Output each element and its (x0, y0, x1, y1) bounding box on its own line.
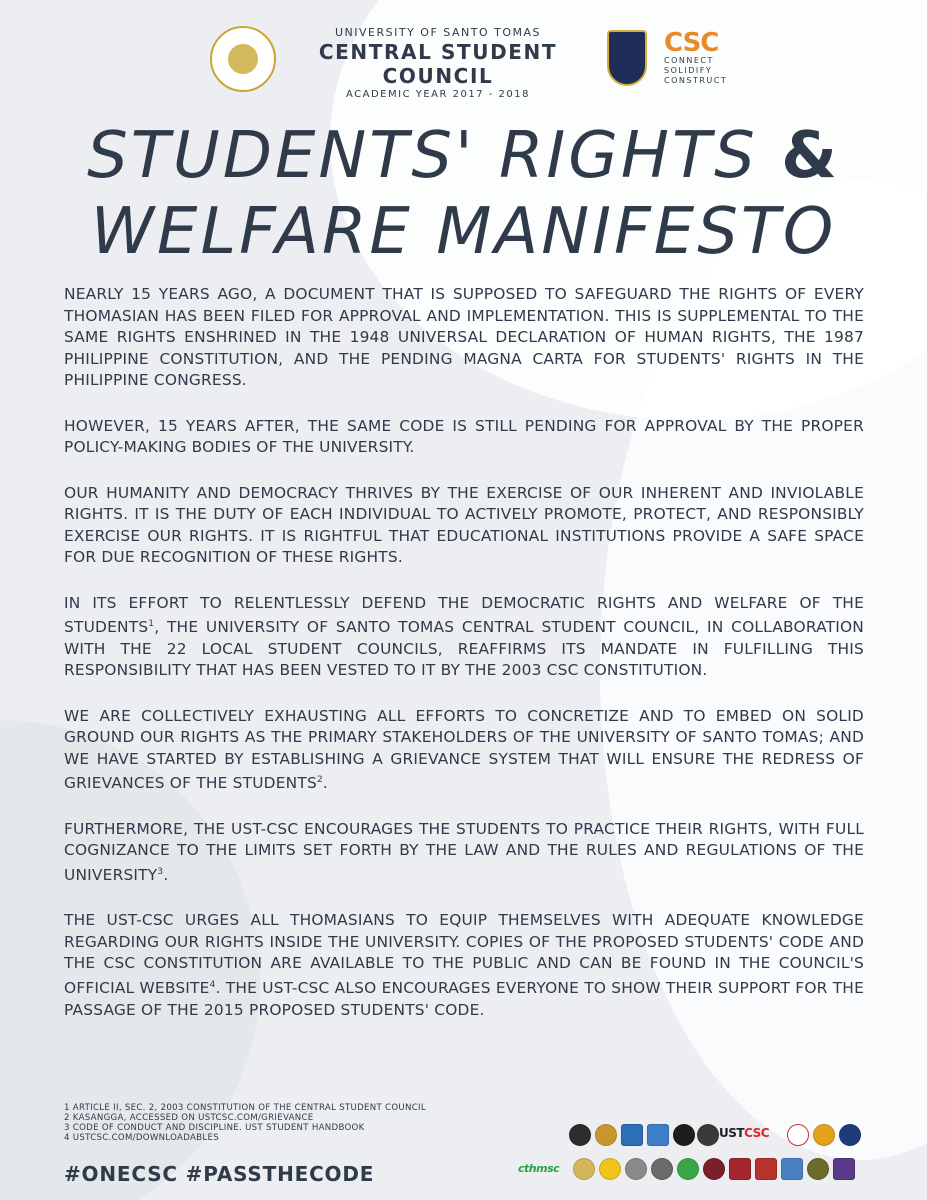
academic-year: ACADEMIC YEAR 2017 - 2018 (345, 89, 530, 100)
cthmsc-logo: cthmsc (518, 1162, 560, 1175)
council-name: CENTRAL STUDENT COUNCIL (318, 40, 558, 88)
council-logo (703, 1158, 725, 1180)
footnote-ref: 4 (209, 979, 216, 990)
manifesto-body (64, 284, 864, 1045)
council-logo (599, 1158, 621, 1180)
council-logo (677, 1158, 699, 1180)
footnote: 3 CODE OF CONDUCT AND DISCIPLINE. UST STUDENT HANDBOOK (64, 1123, 365, 1133)
council-logo (833, 1158, 855, 1180)
student-council-logos (515, 1122, 875, 1192)
paragraph-text: . THE UST-CSC ALSO ENCOURAGES EVERYONE TO SHOW THEIR SUPPORT FOR THE PASSAGE OF THE 2015 PROPOSED STUDENTS' CODE. (64, 979, 864, 1019)
council-heading (268, 26, 608, 100)
title-ampersand: & (781, 119, 840, 193)
footnote: 2 KASANGGA, ACCESSED ON USTCSC.COM/GRIEVANCE (64, 1113, 314, 1123)
paragraph (64, 706, 864, 795)
paragraph (64, 593, 864, 682)
council-logo (807, 1158, 829, 1180)
council-logo (787, 1124, 809, 1146)
csc-logo (664, 30, 744, 86)
paragraph: OUR HUMANITY AND DEMOCRACY THRIVES BY THE EXERCISE OF OUR INHERENT AND INVIOLABLE RIGHTS. IT IS THE DUTY OF EACH INDIVIDUAL TO ACTIVELY PROMOTE, PROTECT, AND RESPONSIBLY EXERCISE OUR RIGHTS. IT IS RIGHTFUL THAT EDUCATIONAL INSTITUTIONS PROVIDE A SAFE SPACE FOR DUE RECOGNITION OF THESE RIGHTS. (64, 483, 864, 566)
title-line-2: WELFARE MANIFESTO (90, 195, 837, 269)
paragraph: HOWEVER, 15 YEARS AFTER, THE SAME CODE IS STILL PENDING FOR APPROVAL BY THE PROPER POLICY-MAKING BODIES OF THE UNIVERSITY. (64, 416, 864, 456)
council-logo (729, 1158, 751, 1180)
council-shield-logo (607, 30, 647, 86)
footnote: 4 USTCSC.COM/DOWNLOADABLES (64, 1133, 219, 1143)
council-logo (673, 1124, 695, 1146)
csc-tagline-construct: CONSTRUCT (664, 76, 728, 85)
footnote-ref: 3 (157, 866, 164, 877)
council-logo (625, 1158, 647, 1180)
paragraph-text: . (163, 865, 169, 884)
csc-tagline-solidify: SOLIDIFY (664, 66, 713, 75)
footnote-ref: 1 (148, 619, 155, 629)
paragraph-text: , THE UNIVERSITY OF SANTO TOMAS CENTRAL STUDENT COUNCIL, IN COLLABORATION WITH THE 22 LOCAL STUDENT COUNCILS, REAFFIRMS ITS MANDATE IN FULFILLING THIS RESPONSIBILITY THAT HAS BEEN VESTED TO IT BY THE 2003 CSC CONSTITUTION. (64, 618, 864, 680)
ust-seal-logo (210, 26, 276, 92)
footnote: 1 ARTICLE II, SEC. 2, 2003 CONSTITUTION OF THE CENTRAL STUDENT COUNCIL (64, 1103, 426, 1113)
csc-tagline-connect: CONNECT (664, 56, 714, 65)
council-logo (573, 1158, 595, 1180)
council-logo (755, 1158, 777, 1180)
council-logo (697, 1124, 719, 1146)
council-logo (839, 1124, 861, 1146)
paragraph-text: IN ITS EFFORT TO RELENTLESSLY DEFEND THE DEMOCRATIC RIGHTS AND WELFARE OF THE STUDENTS (64, 593, 864, 637)
paragraph (64, 819, 864, 887)
page-title (0, 118, 927, 270)
university-name: UNIVERSITY OF SANTO TOMAS (335, 26, 541, 39)
council-logo (595, 1124, 617, 1146)
paragraph (64, 910, 864, 1021)
csc-logo-letters: CSC (664, 28, 719, 58)
paragraph-text: WE ARE COLLECTIVELY EXHAUSTING ALL EFFORTS TO CONCRETIZE AND TO EMBED ON SOLID GROUND OUR RIGHTS AS THE PRIMARY STAKEHOLDERS OF THE UNIVERSITY OF SANTO TOMAS; AND WE HAVE STARTED BY ESTABLISHING A GRIEVANCE SYSTEM THAT WILL ENSURE THE REDRESS OF GRIEVANCES OF THE STUDENTS (64, 706, 864, 793)
hashtags: #ONECSC #PASSTHECODE (64, 1162, 375, 1186)
header (0, 20, 927, 100)
ustcsc-logo-csc: CSC (744, 1126, 770, 1140)
council-logo (621, 1124, 643, 1146)
council-logo (781, 1158, 803, 1180)
title-line-1: STUDENTS' RIGHTS (87, 119, 758, 193)
council-logo (813, 1124, 835, 1146)
ustcsc-logo-ust: UST (719, 1126, 745, 1140)
paragraph-text: THE UST-CSC URGES ALL THOMASIANS TO EQUIP THEMSELVES WITH ADEQUATE KNOWLEDGE REGARDING OUR RIGHTS INSIDE THE UNIVERSITY. COPIES OF THE PROPOSED STUDENTS' CODE AND THE CSC CONSTITUTION ARE AVAILABLE TO THE PUBLIC AND CAN BE FOUND IN THE COUNCIL'S OFFICIAL WEBSITE (64, 911, 864, 997)
ustcsc-logo (719, 1126, 769, 1140)
council-logo (569, 1124, 591, 1146)
paragraph: NEARLY 15 YEARS AGO, A DOCUMENT THAT IS SUPPOSED TO SAFEGUARD THE RIGHTS OF EVERY THOMASIAN HAS BEEN FILED FOR APPROVAL AND IMPLEMENTATION. THIS IS SUPPLEMENTAL TO THE SAME RIGHTS ENSHRINED IN THE 1948 UNIVERSAL DECLARATION OF HUMAN RIGHTS, THE 1987 PHILIPPINE CONSTITUTION, AND THE PENDING MAGNA CARTA FOR STUDENTS' RIGHTS IN THE PHILIPPINE CONGRESS. (64, 285, 864, 389)
council-logo (647, 1124, 669, 1146)
paragraph-text: . (322, 774, 328, 793)
footnote-ref: 2 (316, 775, 323, 786)
paragraph-text: FURTHERMORE, THE UST-CSC ENCOURAGES THE STUDENTS TO PRACTICE THEIR RIGHTS, WITH FULL COGNIZANCE TO THE LIMITS SET FORTH BY THE LAW AND THE RULES AND REGULATIONS OF THE UNIVERSITY (64, 819, 864, 884)
footnotes (64, 1103, 504, 1143)
council-logo (651, 1158, 673, 1180)
